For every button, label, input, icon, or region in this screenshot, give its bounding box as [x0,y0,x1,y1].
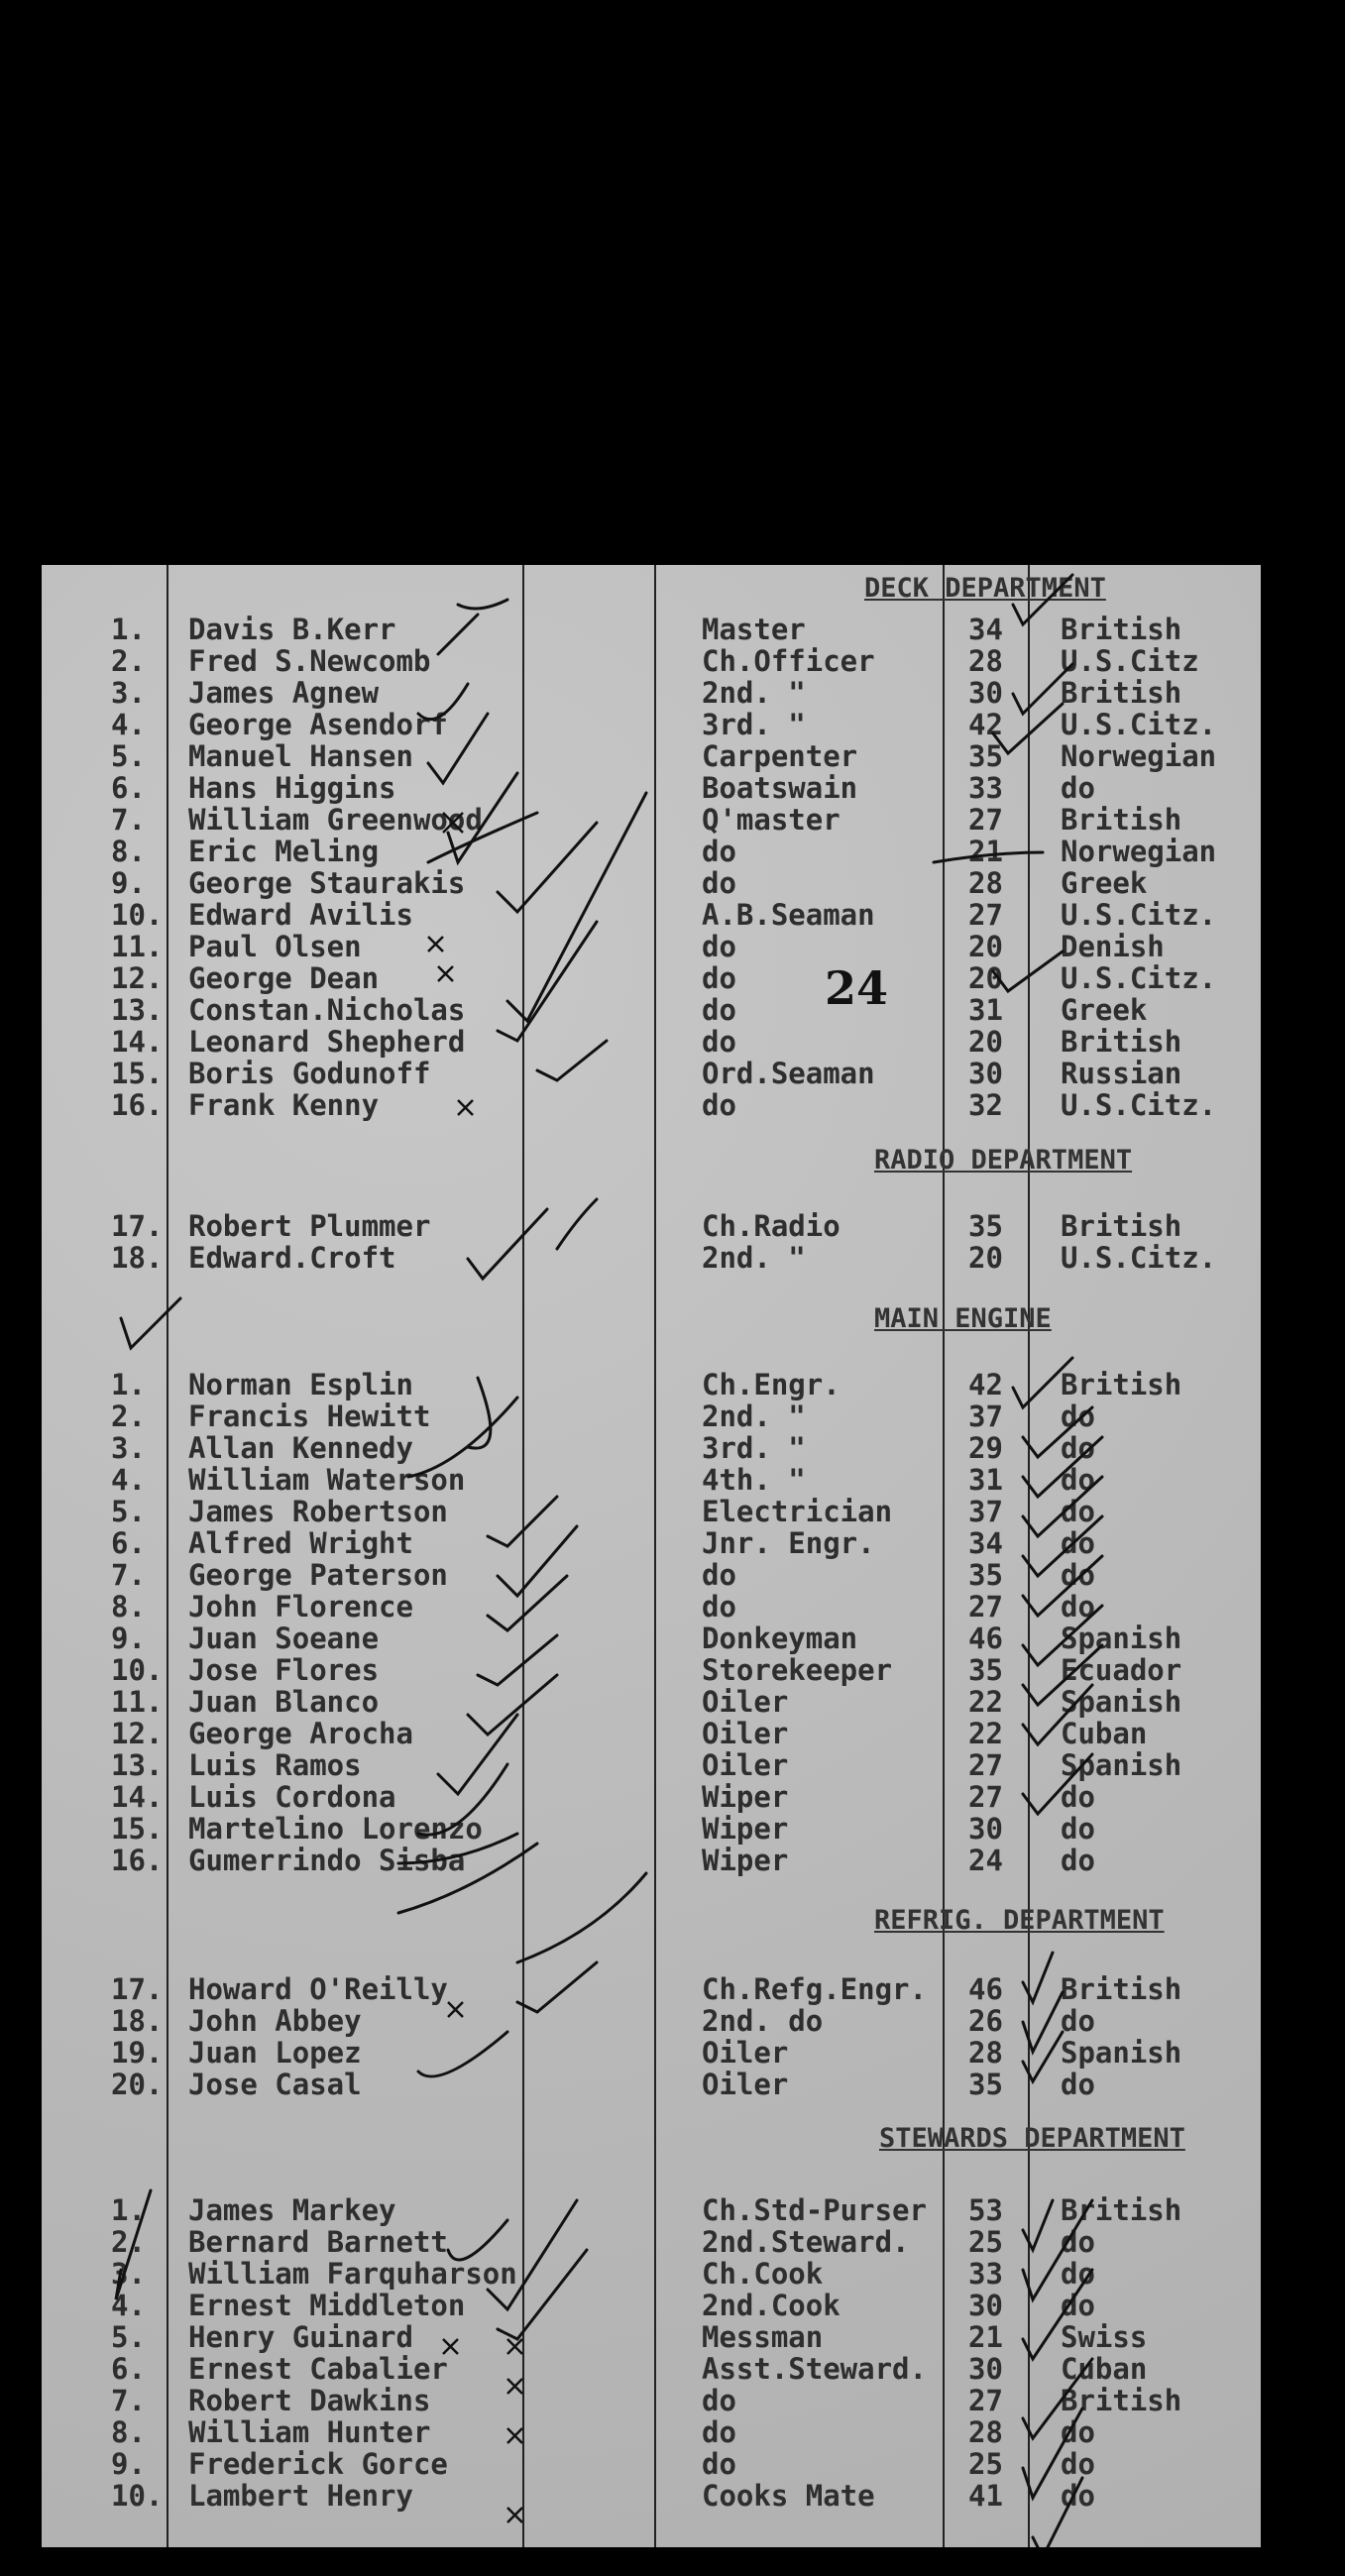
crew-nationality: Spanish [1061,1622,1182,1655]
crew-age: 28 [968,644,1003,678]
crew-age: 27 [968,803,1003,837]
crew-nationality: British [1061,2193,1182,2227]
crew-number: 20. [111,2068,164,2101]
crew-age: 20 [968,961,1003,995]
crew-rank: do [702,2447,736,2481]
crew-age: 37 [968,1400,1003,1433]
crew-age: 41 [968,2479,1003,2513]
crew-rank: Ord.Seaman [702,1057,875,1090]
crew-rank: do [702,866,736,900]
crew-number: 3. [111,676,146,710]
crew-rank: do [702,1590,736,1624]
crew-nationality: Spanish [1061,1748,1182,1782]
crew-name: James Markey [188,2193,396,2227]
crew-nationality: Russian [1061,1057,1182,1090]
crew-age: 35 [968,1653,1003,1687]
crew-age: 30 [968,1057,1003,1090]
crew-nationality: do [1061,2257,1095,2291]
crew-number: 6. [111,771,146,805]
crew-name: George Asendorf [188,708,448,741]
crew-age: 33 [968,771,1003,805]
crew-nationality: do [1061,2225,1095,2259]
crew-nationality: do [1061,1431,1095,1465]
crew-nationality: do [1061,1812,1095,1846]
crew-nationality: do [1061,1844,1095,1877]
crew-nationality: Cuban [1061,1717,1148,1750]
crew-age: 34 [968,1526,1003,1560]
crew-number: 8. [111,835,146,868]
crew-rank: 2nd. " [702,676,806,710]
crew-name: Francis Hewitt [188,1400,431,1433]
crew-rank: 2nd.Cook [702,2289,841,2322]
crew-number: 4. [111,708,146,741]
crew-nationality: do [1061,1400,1095,1433]
crew-nationality: British [1061,2384,1182,2417]
crew-nationality: Greek [1061,993,1148,1027]
crew-rank: do [702,1088,736,1122]
crew-number: 8. [111,1590,146,1624]
crew-age: 35 [968,1209,1003,1243]
crew-nationality: do [1061,1558,1095,1592]
crew-nationality: British [1061,676,1182,710]
crew-nationality: U.S.Citz [1061,644,1199,678]
crew-name: Edward Avilis [188,898,413,932]
crew-rank: Oiler [702,1748,789,1782]
crew-nationality: do [1061,1780,1095,1814]
crew-nationality: do [1061,2289,1095,2322]
crew-name: Alfred Wright [188,1526,413,1560]
crew-nationality: do [1061,1463,1095,1497]
crew-number: 11. [111,1685,164,1719]
crew-nationality: do [1061,2415,1095,2449]
crew-rank: 2nd. " [702,1400,806,1433]
crew-age: 42 [968,1368,1003,1401]
crew-nationality: U.S.Citz. [1061,708,1217,741]
crew-number: 9. [111,866,146,900]
crew-nationality: Spanish [1061,2036,1182,2070]
crew-age: 28 [968,2415,1003,2449]
crew-age: 46 [968,1972,1003,2006]
crew-number: 5. [111,2320,146,2354]
crew-number: 6. [111,1526,146,1560]
crew-rank: 2nd. " [702,1241,806,1275]
crew-nationality: Spanish [1061,1685,1182,1719]
crew-age: 33 [968,2257,1003,2291]
crew-nationality: do [1061,1590,1095,1624]
crew-age: 20 [968,1025,1003,1059]
page-number: 24 [825,961,889,1015]
crew-rank: Electrician [702,1495,893,1528]
crew-number: 4. [111,2289,146,2322]
crew-rank: Wiper [702,1780,789,1814]
crew-rank: 3rd. " [702,1431,806,1465]
crew-age: 29 [968,1431,1003,1465]
crew-name: Robert Dawkins [188,2384,431,2417]
crew-name: James Agnew [188,676,380,710]
crew-rank: Donkeyman [702,1622,858,1655]
crew-number: 3. [111,1431,146,1465]
crew-number: 14. [111,1780,164,1814]
crew-name: Jose Flores [188,1653,380,1687]
crew-rank: 2nd. do [702,2004,824,2038]
crew-age: 24 [968,1844,1003,1877]
crew-rank: Ch.Cook [702,2257,824,2291]
crew-nationality: U.S.Citz. [1061,898,1217,932]
crew-name: George Dean [188,961,380,995]
crew-number: 14. [111,1025,164,1059]
crew-age: 25 [968,2225,1003,2259]
crew-name: George Staurakis [188,866,466,900]
crew-age: 27 [968,1748,1003,1782]
crew-age: 21 [968,835,1003,868]
crew-age: 30 [968,676,1003,710]
crew-name: Jose Casal [188,2068,362,2101]
crew-rank: Messman [702,2320,824,2354]
crew-rank: Carpenter [702,739,858,773]
crew-nationality: do [1061,1526,1095,1560]
crew-age: 22 [968,1685,1003,1719]
crew-number: 16. [111,1844,164,1877]
crew-nationality: U.S.Citz. [1061,961,1217,995]
section-header: RADIO DEPARTMENT [874,1145,1133,1176]
crew-rank: Storekeeper [702,1653,893,1687]
crew-name: Edward.Croft [188,1241,396,1275]
crew-number: 17. [111,1972,164,2006]
crew-name: John Abbey [188,2004,362,2038]
crew-name: Bernard Barnett [188,2225,448,2259]
crew-number: 2. [111,644,146,678]
crew-rank: Master [702,613,806,646]
crew-age: 34 [968,613,1003,646]
crew-name: Luis Ramos [188,1748,362,1782]
section-header: REFRIG. DEPARTMENT [874,1905,1165,1936]
crew-age: 53 [968,2193,1003,2227]
crew-list-page [42,565,1261,2547]
crew-number: 15. [111,1057,164,1090]
crew-nationality: do [1061,2447,1095,2481]
crew-number: 15. [111,1812,164,1846]
crew-number: 7. [111,1558,146,1592]
crew-rank: Oiler [702,2068,789,2101]
crew-age: 28 [968,866,1003,900]
crew-name: George Paterson [188,1558,448,1592]
crew-number: 9. [111,2447,146,2481]
crew-rank: Ch.Refg.Engr. [702,1972,927,2006]
crew-rank: do [702,2415,736,2449]
crew-name: Luis Cordona [188,1780,396,1814]
crew-name: Howard O'Reilly [188,1972,448,2006]
crew-age: 30 [968,1812,1003,1846]
crew-rank: Cooks Mate [702,2479,875,2513]
crew-nationality: Cuban [1061,2352,1148,2386]
crew-name: Lambert Henry [188,2479,413,2513]
crew-age: 27 [968,2384,1003,2417]
crew-number: 8. [111,2415,146,2449]
crew-age: 46 [968,1622,1003,1655]
crew-number: 2. [111,2225,146,2259]
crew-number: 13. [111,993,164,1027]
crew-name: Fred S.Newcomb [188,644,431,678]
crew-nationality: Norwegian [1061,739,1217,773]
crew-age: 21 [968,2320,1003,2354]
crew-nationality: do [1061,771,1095,805]
crew-nationality: U.S.Citz. [1061,1241,1217,1275]
crew-name: Gumerrindo Sisba [188,1844,466,1877]
crew-age: 22 [968,1717,1003,1750]
crew-nationality: British [1061,803,1182,837]
crew-age: 25 [968,2447,1003,2481]
crew-nationality: do [1061,2479,1095,2513]
crew-name: Frank Kenny [188,1088,380,1122]
crew-name: Juan Soeane [188,1622,380,1655]
section-header: MAIN ENGINE [874,1303,1052,1334]
section-header: DECK DEPARTMENT [864,573,1106,604]
crew-rank: do [702,961,736,995]
crew-rank: do [702,835,736,868]
crew-age: 30 [968,2352,1003,2386]
crew-number: 19. [111,2036,164,2070]
crew-nationality: do [1061,2068,1095,2101]
crew-nationality: British [1061,1972,1182,2006]
crew-name: William Farquharson [188,2257,517,2291]
crew-rank: Oiler [702,1685,789,1719]
crew-name: Henry Guinard [188,2320,413,2354]
crew-name: Paul Olsen [188,930,362,963]
crew-nationality: Norwegian [1061,835,1217,868]
crew-rank: Ch.Radio [702,1209,841,1243]
crew-number: 12. [111,961,164,995]
crew-age: 31 [968,993,1003,1027]
crew-number: 18. [111,1241,164,1275]
crew-number: 5. [111,739,146,773]
crew-age: 26 [968,2004,1003,2038]
crew-number: 11. [111,930,164,963]
crew-name: Ernest Cabalier [188,2352,448,2386]
crew-number: 2. [111,1400,146,1433]
crew-rank: do [702,1025,736,1059]
crew-rank: Ch.Std-Purser [702,2193,927,2227]
crew-number: 4. [111,1463,146,1497]
crew-name: Ernest Middleton [188,2289,466,2322]
crew-age: 30 [968,2289,1003,2322]
crew-age: 35 [968,1558,1003,1592]
crew-age: 27 [968,1780,1003,1814]
crew-rank: Q'master [702,803,841,837]
crew-nationality: British [1061,1025,1182,1059]
crew-number: 10. [111,898,164,932]
crew-rank: Wiper [702,1844,789,1877]
crew-number: 1. [111,1368,146,1401]
crew-age: 28 [968,2036,1003,2070]
crew-nationality: British [1061,613,1182,646]
crew-number: 18. [111,2004,164,2038]
crew-name: William Hunter [188,2415,431,2449]
crew-name: Robert Plummer [188,1209,431,1243]
crew-name: Davis B.Kerr [188,613,396,646]
crew-nationality: Ecuador [1061,1653,1182,1687]
crew-rank: 2nd.Steward. [702,2225,910,2259]
section-header: STEWARDS DEPARTMENT [879,2123,1185,2154]
crew-number: 12. [111,1717,164,1750]
crew-number: 6. [111,2352,146,2386]
crew-rank: do [702,2384,736,2417]
crew-age: 35 [968,2068,1003,2101]
crew-number: 17. [111,1209,164,1243]
crew-age: 20 [968,930,1003,963]
crew-rank: Wiper [702,1812,789,1846]
crew-age: 42 [968,708,1003,741]
crew-name: William Waterson [188,1463,466,1497]
crew-name: James Robertson [188,1495,448,1528]
crew-nationality: do [1061,2004,1095,2038]
crew-number: 13. [111,1748,164,1782]
crew-name: Constan.Nicholas [188,993,466,1027]
crew-name: John Florence [188,1590,413,1624]
crew-name: Manuel Hansen [188,739,413,773]
crew-nationality: do [1061,1495,1095,1528]
crew-name: Eric Meling [188,835,380,868]
crew-rank: Oiler [702,2036,789,2070]
crew-name: Boris Godunoff [188,1057,431,1090]
crew-nationality: Swiss [1061,2320,1148,2354]
crew-number: 7. [111,803,146,837]
crew-age: 31 [968,1463,1003,1497]
crew-number: 1. [111,2193,146,2227]
crew-name: Hans Higgins [188,771,396,805]
crew-number: 1. [111,613,146,646]
crew-rank: Ch.Officer [702,644,875,678]
crew-rank: 4th. " [702,1463,806,1497]
crew-age: 35 [968,739,1003,773]
crew-number: 3. [111,2257,146,2291]
crew-name: George Arocha [188,1717,413,1750]
crew-number: 10. [111,2479,164,2513]
crew-age: 27 [968,898,1003,932]
crew-rank: 3rd. " [702,708,806,741]
crew-rank: do [702,1558,736,1592]
crew-number: 7. [111,2384,146,2417]
crew-name: Juan Lopez [188,2036,362,2070]
crew-age: 32 [968,1088,1003,1122]
crew-nationality: Denish [1061,930,1165,963]
crew-number: 5. [111,1495,146,1528]
crew-rank: do [702,930,736,963]
crew-name: Frederick Gorce [188,2447,448,2481]
crew-age: 27 [968,1590,1003,1624]
crew-name: Leonard Shepherd [188,1025,466,1059]
crew-rank: Boatswain [702,771,858,805]
crew-rank: Oiler [702,1717,789,1750]
crew-rank: A.B.Seaman [702,898,875,932]
crew-name: Martelino Lorenzo [188,1812,483,1846]
crew-number: 10. [111,1653,164,1687]
crew-name: Allan Kennedy [188,1431,413,1465]
handwritten-checkmarks [42,565,1261,2547]
crew-name: Norman Esplin [188,1368,413,1401]
crew-rank: do [702,993,736,1027]
crew-nationality: British [1061,1368,1182,1401]
crew-name: William Greenwood [188,803,483,837]
crew-rank: Jnr. Engr. [702,1526,875,1560]
crew-nationality: U.S.Citz. [1061,1088,1217,1122]
crew-age: 20 [968,1241,1003,1275]
crew-age: 37 [968,1495,1003,1528]
crew-number: 16. [111,1088,164,1122]
crew-nationality: British [1061,1209,1182,1243]
crew-rank: Ch.Engr. [702,1368,841,1401]
crew-nationality: Greek [1061,866,1148,900]
crew-rank: Asst.Steward. [702,2352,927,2386]
crew-number: 9. [111,1622,146,1655]
crew-name: Juan Blanco [188,1685,380,1719]
